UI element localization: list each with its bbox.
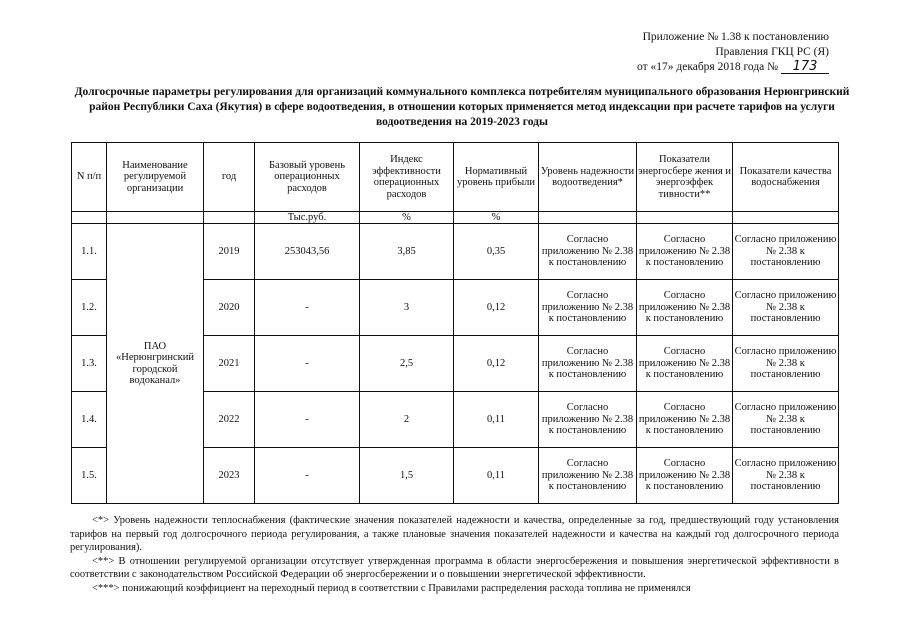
row-energy: Согласно приложению № 2.38 к постановлению [637, 448, 733, 504]
row-index: 2,5 [360, 336, 454, 392]
units-row [72, 212, 839, 224]
row-index: 2 [360, 392, 454, 448]
row-profit: 0,11 [454, 448, 539, 504]
footnote-2: <**> В отношении регулируемой организации отсутствует утвержденная программа в области энергосбережения и повышения энергетической эффективности в соответствии с законодательством Российской Федерации об энергосбережении и о повышении энергетической эффективности. [70, 555, 839, 580]
header-index: Индекс эффективности операционных расходов [360, 143, 454, 212]
row-reliability: Согласно приложению № 2.38 к постановлению [539, 336, 637, 392]
row-profit: 0,12 [454, 280, 539, 336]
header-energy: Показатели энергосбере жения и энергоэффек тивности** [637, 143, 733, 212]
header-num: N п/п [72, 143, 107, 212]
header-base: Базовый уровень операционных расходов [255, 143, 360, 212]
row-num: 1.2. [72, 280, 107, 336]
row-index: 3,85 [360, 224, 454, 280]
row-energy: Согласно приложению № 2.38 к постановлению [637, 336, 733, 392]
row-reliability: Согласно приложению № 2.38 к постановлению [539, 448, 637, 504]
header-year: год [204, 143, 255, 212]
row-quality: Согласно приложению № 2.38 к постановлению [733, 280, 839, 336]
document-title: Долгосрочные параметры регулирования для организаций коммунального комплекса потребителям муниципального образования Нерюнгринский район Республики Саха (Якутия) в сфере водоотведения, в отношении которых применяется метод индексации при расчете тарифов на услуги водоотведения на 2019-2023 годы [74, 86, 850, 128]
row-energy: Согласно приложению № 2.38 к постановлению [637, 392, 733, 448]
row-reliability: Согласно приложению № 2.38 к постановлению [539, 280, 637, 336]
row-num: 1.1. [72, 224, 107, 280]
row-base: 253043,56 [255, 224, 360, 280]
document-header [637, 30, 829, 75]
header-org: Наименование регулируемой организации [107, 143, 204, 212]
row-index: 1,5 [360, 448, 454, 504]
row-year: 2023 [204, 448, 255, 504]
row-year: 2022 [204, 392, 255, 448]
row-index: 3 [360, 280, 454, 336]
row-quality: Согласно приложению № 2.38 к постановлению [733, 448, 839, 504]
row-base: - [255, 336, 360, 392]
header-line-2: Правления ГКЦ РС (Я) [715, 46, 829, 58]
header-reliability: Уровень надежности водоотведения* [539, 143, 637, 212]
row-energy: Согласно приложению № 2.38 к постановлению [637, 280, 733, 336]
row-base: - [255, 448, 360, 504]
header-quality: Показатели качества водоснабжения [733, 143, 839, 212]
header-line-1: Приложение № 1.38 к постановлению [642, 31, 829, 43]
row-profit: 0,12 [454, 336, 539, 392]
row-base: - [255, 280, 360, 336]
unit-profit: % [454, 212, 539, 224]
parameters-table [71, 142, 839, 504]
header-profit: Нормативный уровень прибыли [454, 143, 539, 212]
row-year: 2019 [204, 224, 255, 280]
footnotes [70, 514, 839, 595]
row-year: 2020 [204, 280, 255, 336]
unit-index: % [360, 212, 454, 224]
organization-name: ПАО «Нерюнгринский городской водоканал» [107, 224, 204, 504]
row-reliability: Согласно приложению № 2.38 к постановлению [539, 224, 637, 280]
row-quality: Согласно приложению № 2.38 к постановлению [733, 336, 839, 392]
row-base: - [255, 392, 360, 448]
row-num: 1.5. [72, 448, 107, 504]
table-header-row [72, 143, 839, 212]
footnote-3: <***> понижающий коэффициент на переходный период в соответствии с Правилами распределения расхода топлива не применялся [92, 582, 691, 594]
header-line-3 [637, 60, 829, 75]
row-reliability: Согласно приложению № 2.38 к постановлению [539, 392, 637, 448]
row-energy: Согласно приложению № 2.38 к постановлению [637, 224, 733, 280]
table-row [72, 224, 839, 280]
row-quality: Согласно приложению № 2.38 к постановлению [733, 224, 839, 280]
row-profit: 0,35 [454, 224, 539, 280]
footnote-1: <*> Уровень надежности теплоснабжения (фактические значения показателей надежности и качества, определенные за год, предшествующий году установления тарифов на первый год долгосрочного периода регулирования, а также плановые значения показателей надежности и качества на каждый год долгосрочного периода регулирования). [70, 515, 839, 553]
row-year: 2021 [204, 336, 255, 392]
row-quality: Согласно приложению № 2.38 к постановлению [733, 392, 839, 448]
resolution-number: 173 [781, 60, 829, 74]
row-profit: 0,11 [454, 392, 539, 448]
row-num: 1.3. [72, 336, 107, 392]
row-num: 1.4. [72, 392, 107, 448]
header-date: от «17» декабря 2018 года № [636, 61, 779, 73]
unit-base: Тыс.руб. [255, 212, 360, 224]
